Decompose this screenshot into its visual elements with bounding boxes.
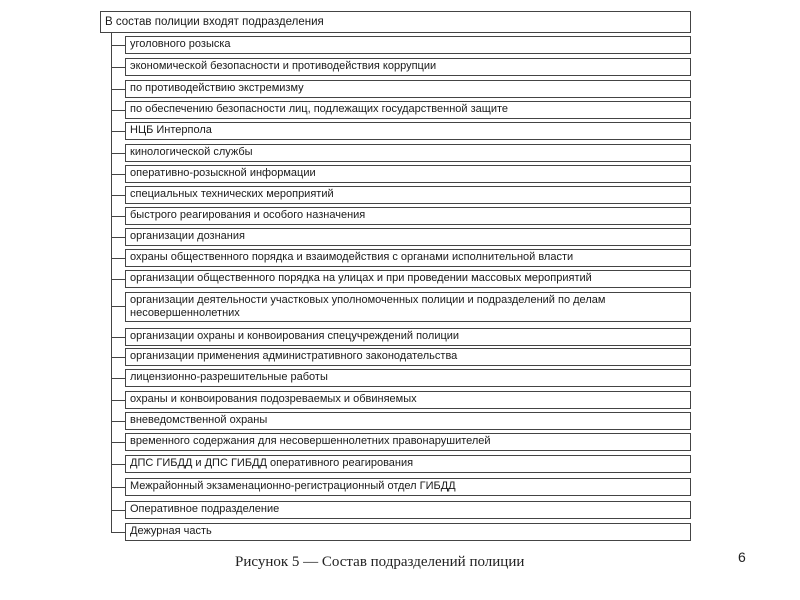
unit-box: вневедомственной охраны [125,412,691,430]
trunk-line [111,33,112,533]
connector [111,421,125,422]
unit-box: охраны общественного порядка и взаимодействия с органами исполнительной власти [125,249,691,267]
unit-box: по обеспечению безопасности лиц, подлежащих государственной защите [125,101,691,119]
connector [111,442,125,443]
unit-box: специальных технических мероприятий [125,186,691,204]
unit-box: быстрого реагирования и особого назначения [125,207,691,225]
connector [111,237,125,238]
connector [111,487,125,488]
connector [111,378,125,379]
unit-box: уголовного розыска [125,36,691,54]
connector [111,357,125,358]
connector [111,89,125,90]
connector [111,510,125,511]
unit-box: кинологической службы [125,144,691,162]
connector [111,174,125,175]
connector [111,306,125,307]
unit-box: НЦБ Интерпола [125,122,691,140]
unit-box: организации охраны и конвоирования спецучреждений полиции [125,328,691,346]
connector [111,279,125,280]
unit-box: экономической безопасности и противодействия коррупции [125,58,691,76]
connector [111,337,125,338]
root-box: В состав полиции входят подразделения [100,11,691,33]
connector [111,153,125,154]
unit-box: по противодействию экстремизму [125,80,691,98]
connector [111,400,125,401]
connector [111,216,125,217]
unit-box: Дежурная часть [125,523,691,541]
unit-box: охраны и конвоирования подозреваемых и обвиняемых [125,391,691,409]
connector [111,131,125,132]
unit-box: организации деятельности участковых уполномоченных полиции и подразделений по делам несовершеннолетних [125,292,691,322]
connector [111,110,125,111]
unit-box: временного содержания для несовершеннолетних правонарушителей [125,433,691,451]
unit-box: организации дознания [125,228,691,246]
figure-caption: Рисунок 5 — Состав подразделений полиции [235,554,525,570]
unit-box: оперативно-розыскной информации [125,165,691,183]
unit-box: Межрайонный экзаменационно-регистрационный отдел ГИБДД [125,478,691,496]
connector [111,258,125,259]
unit-box: лицензионно-разрешительные работы [125,369,691,387]
page-number: 6 [738,549,746,565]
connector [111,195,125,196]
unit-box: организации применения административного законодательства [125,348,691,366]
connector [111,532,125,533]
connector [111,67,125,68]
unit-box: Оперативное подразделение [125,501,691,519]
connector [111,464,125,465]
unit-box: организации общественного порядка на улицах и при проведении массовых мероприятий [125,270,691,288]
unit-box: ДПС ГИБДД и ДПС ГИБДД оперативного реагирования [125,455,691,473]
connector [111,45,125,46]
